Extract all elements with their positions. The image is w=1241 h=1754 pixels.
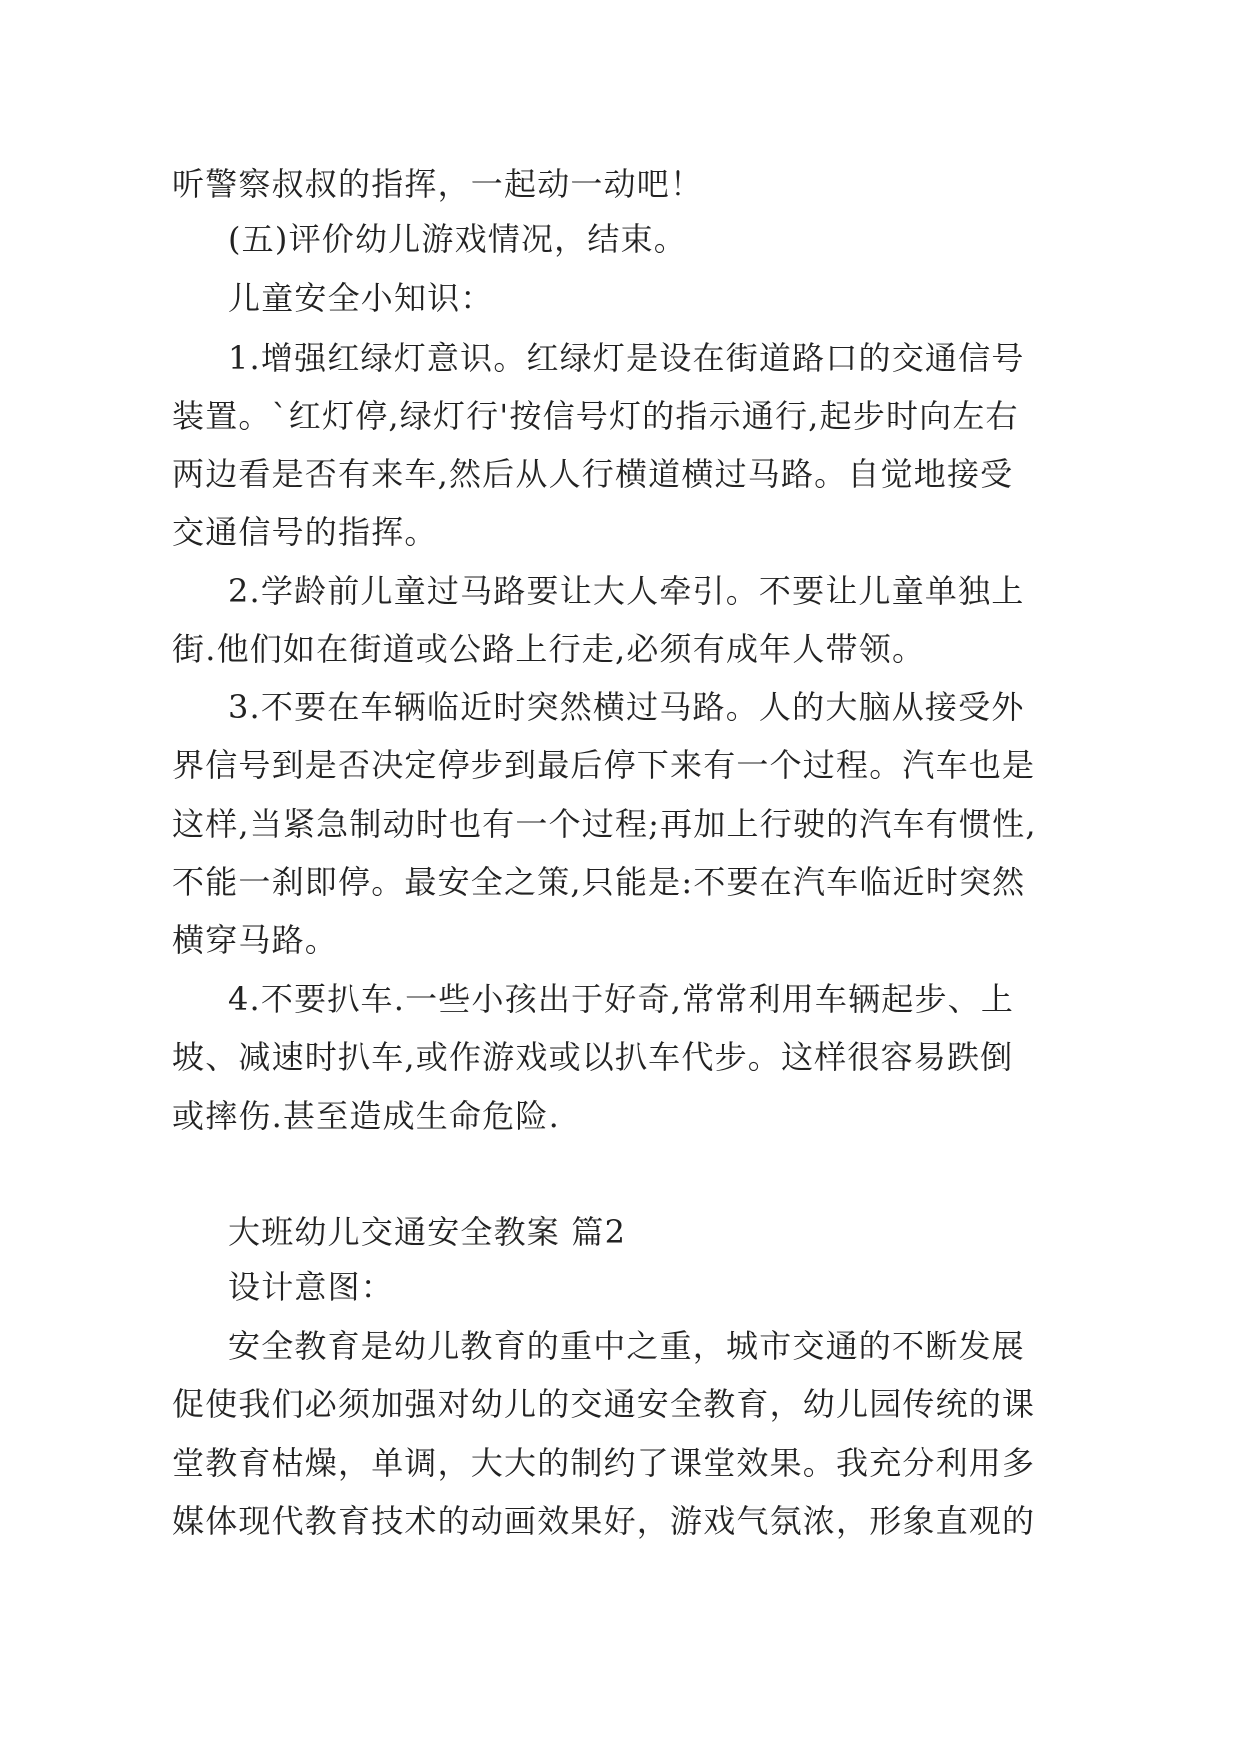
text-line-11: 界信号到是否决定停步到最后停下来有一个过程。汽车也是 bbox=[172, 746, 1036, 784]
text-line-17: 或摔伤.甚至造成生命危险. bbox=[172, 1097, 560, 1135]
text-line-8: 2.学龄前儿童过马路要让大人牵引。不要让儿童单独上 bbox=[228, 572, 1025, 610]
text-line-14: 横穿马路。 bbox=[172, 921, 339, 959]
text-line-1: 听警察叔叔的指挥，一起动一动吧！ bbox=[172, 165, 704, 203]
text-line-5: 装置。`红灯停,绿灯行'按信号灯的指示通行,起步时向左右 bbox=[172, 397, 1019, 435]
text-line-3: 儿童安全小知识： bbox=[228, 279, 494, 317]
section-heading: 大班幼儿交通安全教案 篇2 bbox=[228, 1213, 627, 1251]
text-line-21: 促使我们必须加强对幼儿的交通安全教育，幼儿园传统的课 bbox=[172, 1385, 1036, 1423]
text-line-22: 堂教育枯燥，单调，大大的制约了课堂效果。我充分利用多 bbox=[172, 1444, 1036, 1482]
text-line-4: 1.增强红绿灯意识。红绿灯是设在街道路口的交通信号 bbox=[228, 339, 1025, 377]
text-line-9: 街.他们如在街道或公路上行走,必须有成年人带领。 bbox=[172, 630, 926, 668]
text-line-6: 两边看是否有来车,然后从人行横道横过马路。自觉地接受 bbox=[172, 455, 1014, 493]
text-line-13: 不能一刹即停。最安全之策,只能是:不要在汽车临近时突然 bbox=[172, 863, 1026, 901]
text-line-15: 4.不要扒车.一些小孩出于好奇,常常利用车辆起步、上 bbox=[228, 980, 1015, 1018]
text-line-23: 媒体现代教育技术的动画效果好，游戏气氛浓，形象直观的 bbox=[172, 1502, 1036, 1540]
text-line-16: 坡、减速时扒车,或作游戏或以扒车代步。这样很容易跌倒 bbox=[172, 1038, 1014, 1076]
text-line-2: (五)评价幼儿游戏情况，结束。 bbox=[228, 220, 687, 258]
text-line-19: 设计意图： bbox=[228, 1268, 395, 1306]
text-line-10: 3.不要在车辆临近时突然横过马路。人的大脑从接受外 bbox=[228, 688, 1025, 726]
text-line-12: 这样,当紧急制动时也有一个过程;再加上行驶的汽车有惯性, bbox=[172, 805, 1037, 843]
text-line-20: 安全教育是幼儿教育的重中之重，城市交通的不断发展 bbox=[228, 1327, 1025, 1365]
text-line-7: 交通信号的指挥。 bbox=[172, 513, 438, 551]
